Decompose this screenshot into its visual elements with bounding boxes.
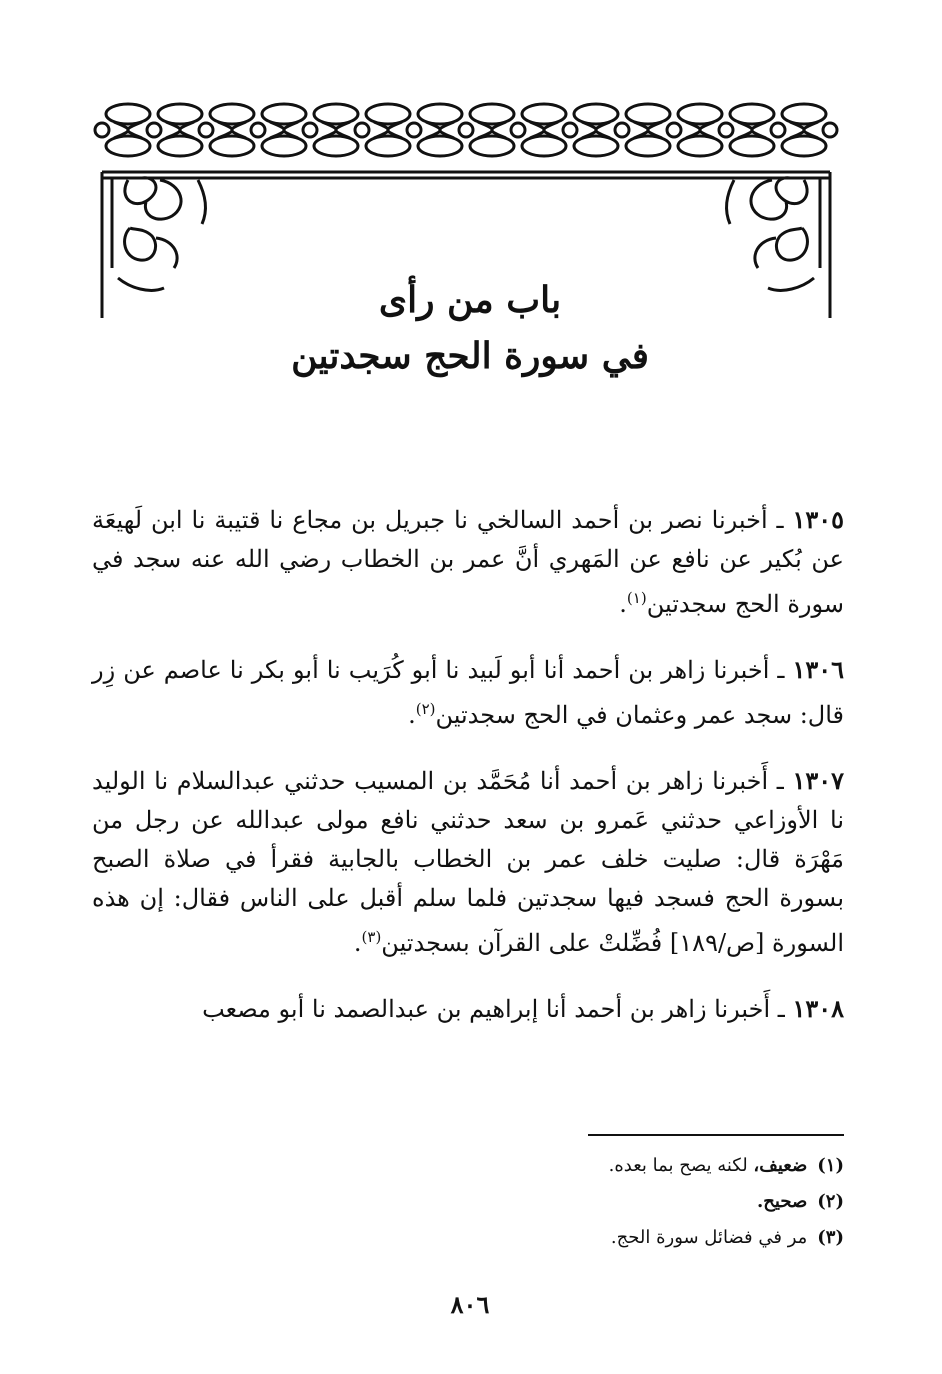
footnote-reference: (١) xyxy=(626,589,647,607)
hadith-end: . xyxy=(353,929,362,957)
footnote xyxy=(400,1220,844,1256)
footnote-number: (٢) xyxy=(817,1191,844,1212)
footnote-reference: (٣) xyxy=(361,928,382,946)
hadith-text: ـ أَخبرنا زاهر بن أحمد أنا إبراهيم بن عبدالصمد نا أبو مصعب xyxy=(202,995,793,1023)
footnote-grade: صحيح. xyxy=(757,1191,808,1212)
footnote-text: مر في فضائل سورة الحج. xyxy=(610,1227,808,1248)
main-text xyxy=(92,500,844,1055)
footnote-separator xyxy=(588,1134,844,1136)
hadith-number: ١٣٠٧ xyxy=(792,766,844,795)
chapter-title-line-1: باب من رأى xyxy=(378,279,562,321)
footnote xyxy=(400,1148,844,1184)
footnotes xyxy=(400,1148,844,1256)
page-number: ٨٠٦ xyxy=(450,1290,490,1319)
hadith-paragraph xyxy=(92,500,844,624)
hadith-number: ١٣٠٦ xyxy=(792,655,844,684)
chapter-title-line-2: في سورة الحج سجدتين xyxy=(291,335,649,377)
hadith-end: . xyxy=(619,590,627,618)
hadith-text: ـ أخبرنا نصر بن أحمد السالخي نا جبريل بن مجاع نا قتيبة نا ابن لَهيعَة عن بُكير عن نافع عن المَهري أنَّ عمر بن الخطاب رضي الله عنه سجد في سورة الحج سجدتين xyxy=(92,506,844,618)
footnote-text: لكنه يصح بما بعده. xyxy=(608,1155,754,1176)
hadith-paragraph xyxy=(92,989,844,1029)
footnote xyxy=(400,1184,844,1220)
hadith-text: ـ أَخبرنا زاهر بن أحمد أنا مُحَمَّد بن المسيب حدثني عبدالسلام نا الوليد نا الأوزاعي حدثني عَمرو بن سعد حدثني نافع مولى عبدالله عن رجل من مَهْرَة قال: صليت خلف عمر بن الخطاب بالجابية فقرأ في صلاة الصبح بسورة الحج فسجد فيها سجدتين فلما سلم أقبل على الناس فقال: إن هذه السورة [ص/١٨٩] فُضِّلتْ على القرآن بسجدتين xyxy=(92,767,844,957)
footnote-number: (٣) xyxy=(817,1227,844,1248)
footnote-reference: (٢) xyxy=(415,700,436,718)
hadith-text: ـ أخبرنا زاهر بن أحمد أنا أبو لَبيد نا أبو كُرَيب نا أبو بكر نا عاصم عن زِر قال: سجد عمر وعثمان في الحج سجدتين xyxy=(92,656,844,729)
footnote-grade: ضعيف، xyxy=(753,1155,808,1176)
hadith-end: . xyxy=(408,701,416,729)
footnote-number: (١) xyxy=(817,1155,844,1176)
hadith-number: ١٣٠٥ xyxy=(792,505,844,534)
hadith-paragraph xyxy=(92,761,844,963)
hadith-paragraph xyxy=(92,650,844,735)
hadith-number: ١٣٠٨ xyxy=(792,994,844,1023)
